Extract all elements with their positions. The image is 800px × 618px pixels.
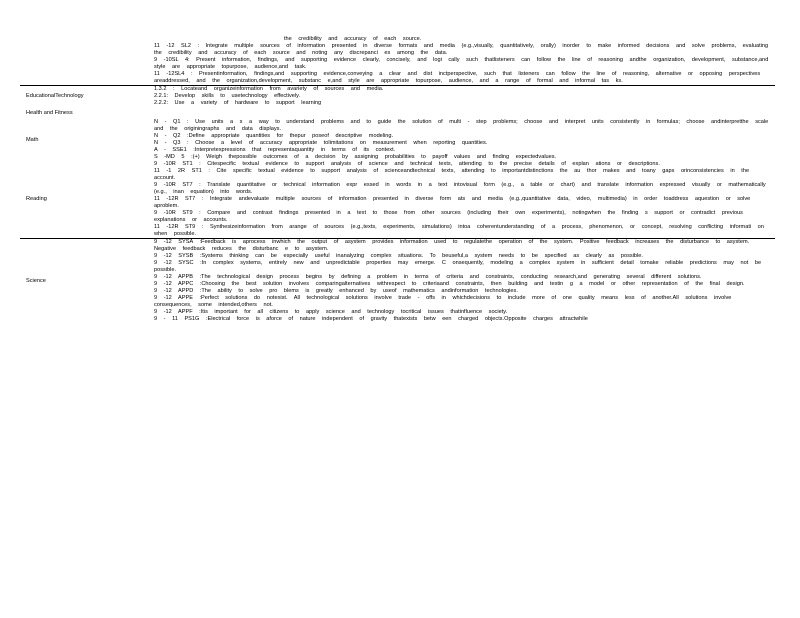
- standard-entry: 2.2.1: Develop skills to usetechnology effectively.: [154, 93, 301, 99]
- standard-entry: 9 -12 SYSC :In complex systems, entirely new and unpredictable properties may emerge. C onsequently, modeling a complex system in sufficient detail tomake reliable predictions may not be possible.: [154, 260, 762, 273]
- section-content: [150, 86, 775, 107]
- standard-entry: 11 -12SL4 : Presentinformation, findings,and supporting evidence,conveying a clear and dist inctperspective, such that listeners can follow the line of reasoning, alternative or opposing perspectives areaddressed, and the organization,development, substanc e,and style are appropriate topurpose, audience, and a range of formal and informal tas ks.: [154, 71, 761, 84]
- section-label: Reading: [26, 196, 47, 203]
- section-row-math: [20, 119, 775, 161]
- standard-entry: 9 -12 APPB :The technological design process begins by defining a problem in terms of criteria and constraints, conducting research,and generating several different solutions.: [154, 274, 702, 280]
- standard-entry: the credibility and accuracy of each source.: [284, 36, 422, 42]
- standard-entry: 1.3.2 : Locateand organizeinformation from avariety of sources and media.: [154, 86, 384, 92]
- standard-entry: 9 - 11 PS1G :Electrical force is aforce of nature independent of gravity thatexists betw een charged objects.Opposite charges attractwhile: [154, 316, 588, 322]
- section-label: Health and Fitness: [26, 109, 73, 116]
- standard-entry: 11 -12R ST7 : Integrate andevaluate multiple sources of information presented in diverse form ats and media (e.g.,quantitative data, video, multimedia) in order toaddress aquestion or solve aproblem.: [154, 196, 751, 209]
- section-content: [150, 119, 775, 161]
- section-row-reading: [20, 161, 775, 238]
- section-row-continued: [20, 36, 775, 85]
- standard-entry: 11 -12R ST9 : Synthesizeinformation from arange of sources (e.g.,texts, experiments, simulations) intoa coherentunderstanding of a process, phenomenon, or concept, resolving conflicting informati on when possible.: [154, 224, 764, 237]
- section-label: EducationalTechnology: [26, 93, 84, 100]
- standard-entry: 9 -10SL 4: Present information, findings, and supporting evidence clearly, concisely, and logi cally such thatlisteners can follow the line of reasoning andthe organization, development, substance,and style are appropriate topurpose, audience,and task.: [154, 57, 769, 70]
- section-row-science: [20, 238, 775, 323]
- standard-entry: 9 -12 APPF :Itis important for all citizens to apply science and technology tocritical issues thatinfluence society.: [154, 309, 508, 315]
- section-label: Science: [26, 277, 46, 284]
- standard-entry: 11 -12 SL2 : Integrate multiple sources of information presented in diverse formats and media (e.g.,visually, quantitatively, orally) inorder to make informed decisions and solve problems, evaluating the credibility and accuracy of each source and noting any discrepanci es among the data.: [154, 43, 769, 56]
- section-label: Math: [26, 136, 39, 143]
- section-row-health-fitness: [20, 107, 775, 119]
- standard-entry: N - Q2 :Define appropriate quantities for thepur poseof descriptive modeling.: [154, 133, 394, 139]
- standard-entry: A - SSE1 :Interpretexpressions that representaquantity in terms of its context.: [154, 147, 396, 153]
- standard-entry: 9 -10R ST9 : Compare and contrast findings presented in a text to those from other sources (including their own experiments), notingwhen the finding s support or contradict previous explanations or accounts.: [154, 210, 743, 223]
- standard-entry: 9 -12 APPE :Perfect solutions do notexist. All technological solutions involve trade - offs in whichdecisions to include more of one quality means less of another.All solutions involve consequences, some intended,others not.: [154, 295, 732, 308]
- standard-entry: 9 -10R ST1 : Citespecific textual evidence to support analysis of science and technical texts, attending to the precise details of explan ations or descriptions.: [154, 161, 660, 167]
- standard-entry: 9 -12 APPC :Choosing the best solution involves comparingalternatives withrespect to criteriaand constraints, then building and testin g a model or other representation of the final design.: [154, 281, 745, 287]
- standard-entry: N - Q1 : Use units a s a way to understand problems and to guide the solution of multi - step problems; choose and interpret units consistently in formulas; choose andinterpretthe scale and the originingraphs and data displays.: [154, 119, 769, 132]
- section-content: [150, 107, 775, 119]
- standard-entry: 11 -1 2R ST1 : Cite specific textual evidence to support analysis of scienceandtechnical texts, attending to importantdistinctions the au thor makes and toany gaps orinconsistencies in the account.: [154, 168, 750, 181]
- standard-entry: 9 -12 SYSA :Feedback is aprocess inwhich the output of asystem provides information used to regulatethe operation of the system. Positive feedback increases the disturbance to asystem. Negative feedback reduces the disturbanc e to asystem.: [154, 239, 750, 252]
- section-content: [150, 36, 775, 85]
- standard-entry: S -MD 5 :(+) Weigh thepossible outcomes of a decision by assigning probabilities to payoff values and finding expectedvalues.: [154, 154, 557, 160]
- standard-entry: 9 -10R ST7 : Translate quantitative or technical information expr essed in words in a text intovisual form (e.g., a table or chart) and translate information expressed visually or mathematically (e.g., inan equation) into words.: [154, 182, 766, 195]
- standard-entry: N - Q3 : Choose a level of accuracy appropriate tolimitations on measurement when reporting quantities.: [154, 140, 488, 146]
- section-content: [150, 239, 775, 323]
- standard-entry: 9 -12 SYSB :Systems thinking can be especially useful inanalyzing complex situations. To beuseful,a system needs to be specified as clearly as possible.: [154, 253, 643, 259]
- section-row-educational-technology: [20, 85, 775, 107]
- standard-entry: 2.2.2: Use a variety of hardware to support learning: [154, 100, 322, 106]
- section-content: [150, 161, 775, 238]
- standard-entry: 9 -12 APPD :The ability to solve pro blems is greatly enhanced by useof mathematics andinformation technologies.: [154, 288, 518, 294]
- standards-table: [20, 36, 775, 323]
- section-label: [20, 36, 150, 85]
